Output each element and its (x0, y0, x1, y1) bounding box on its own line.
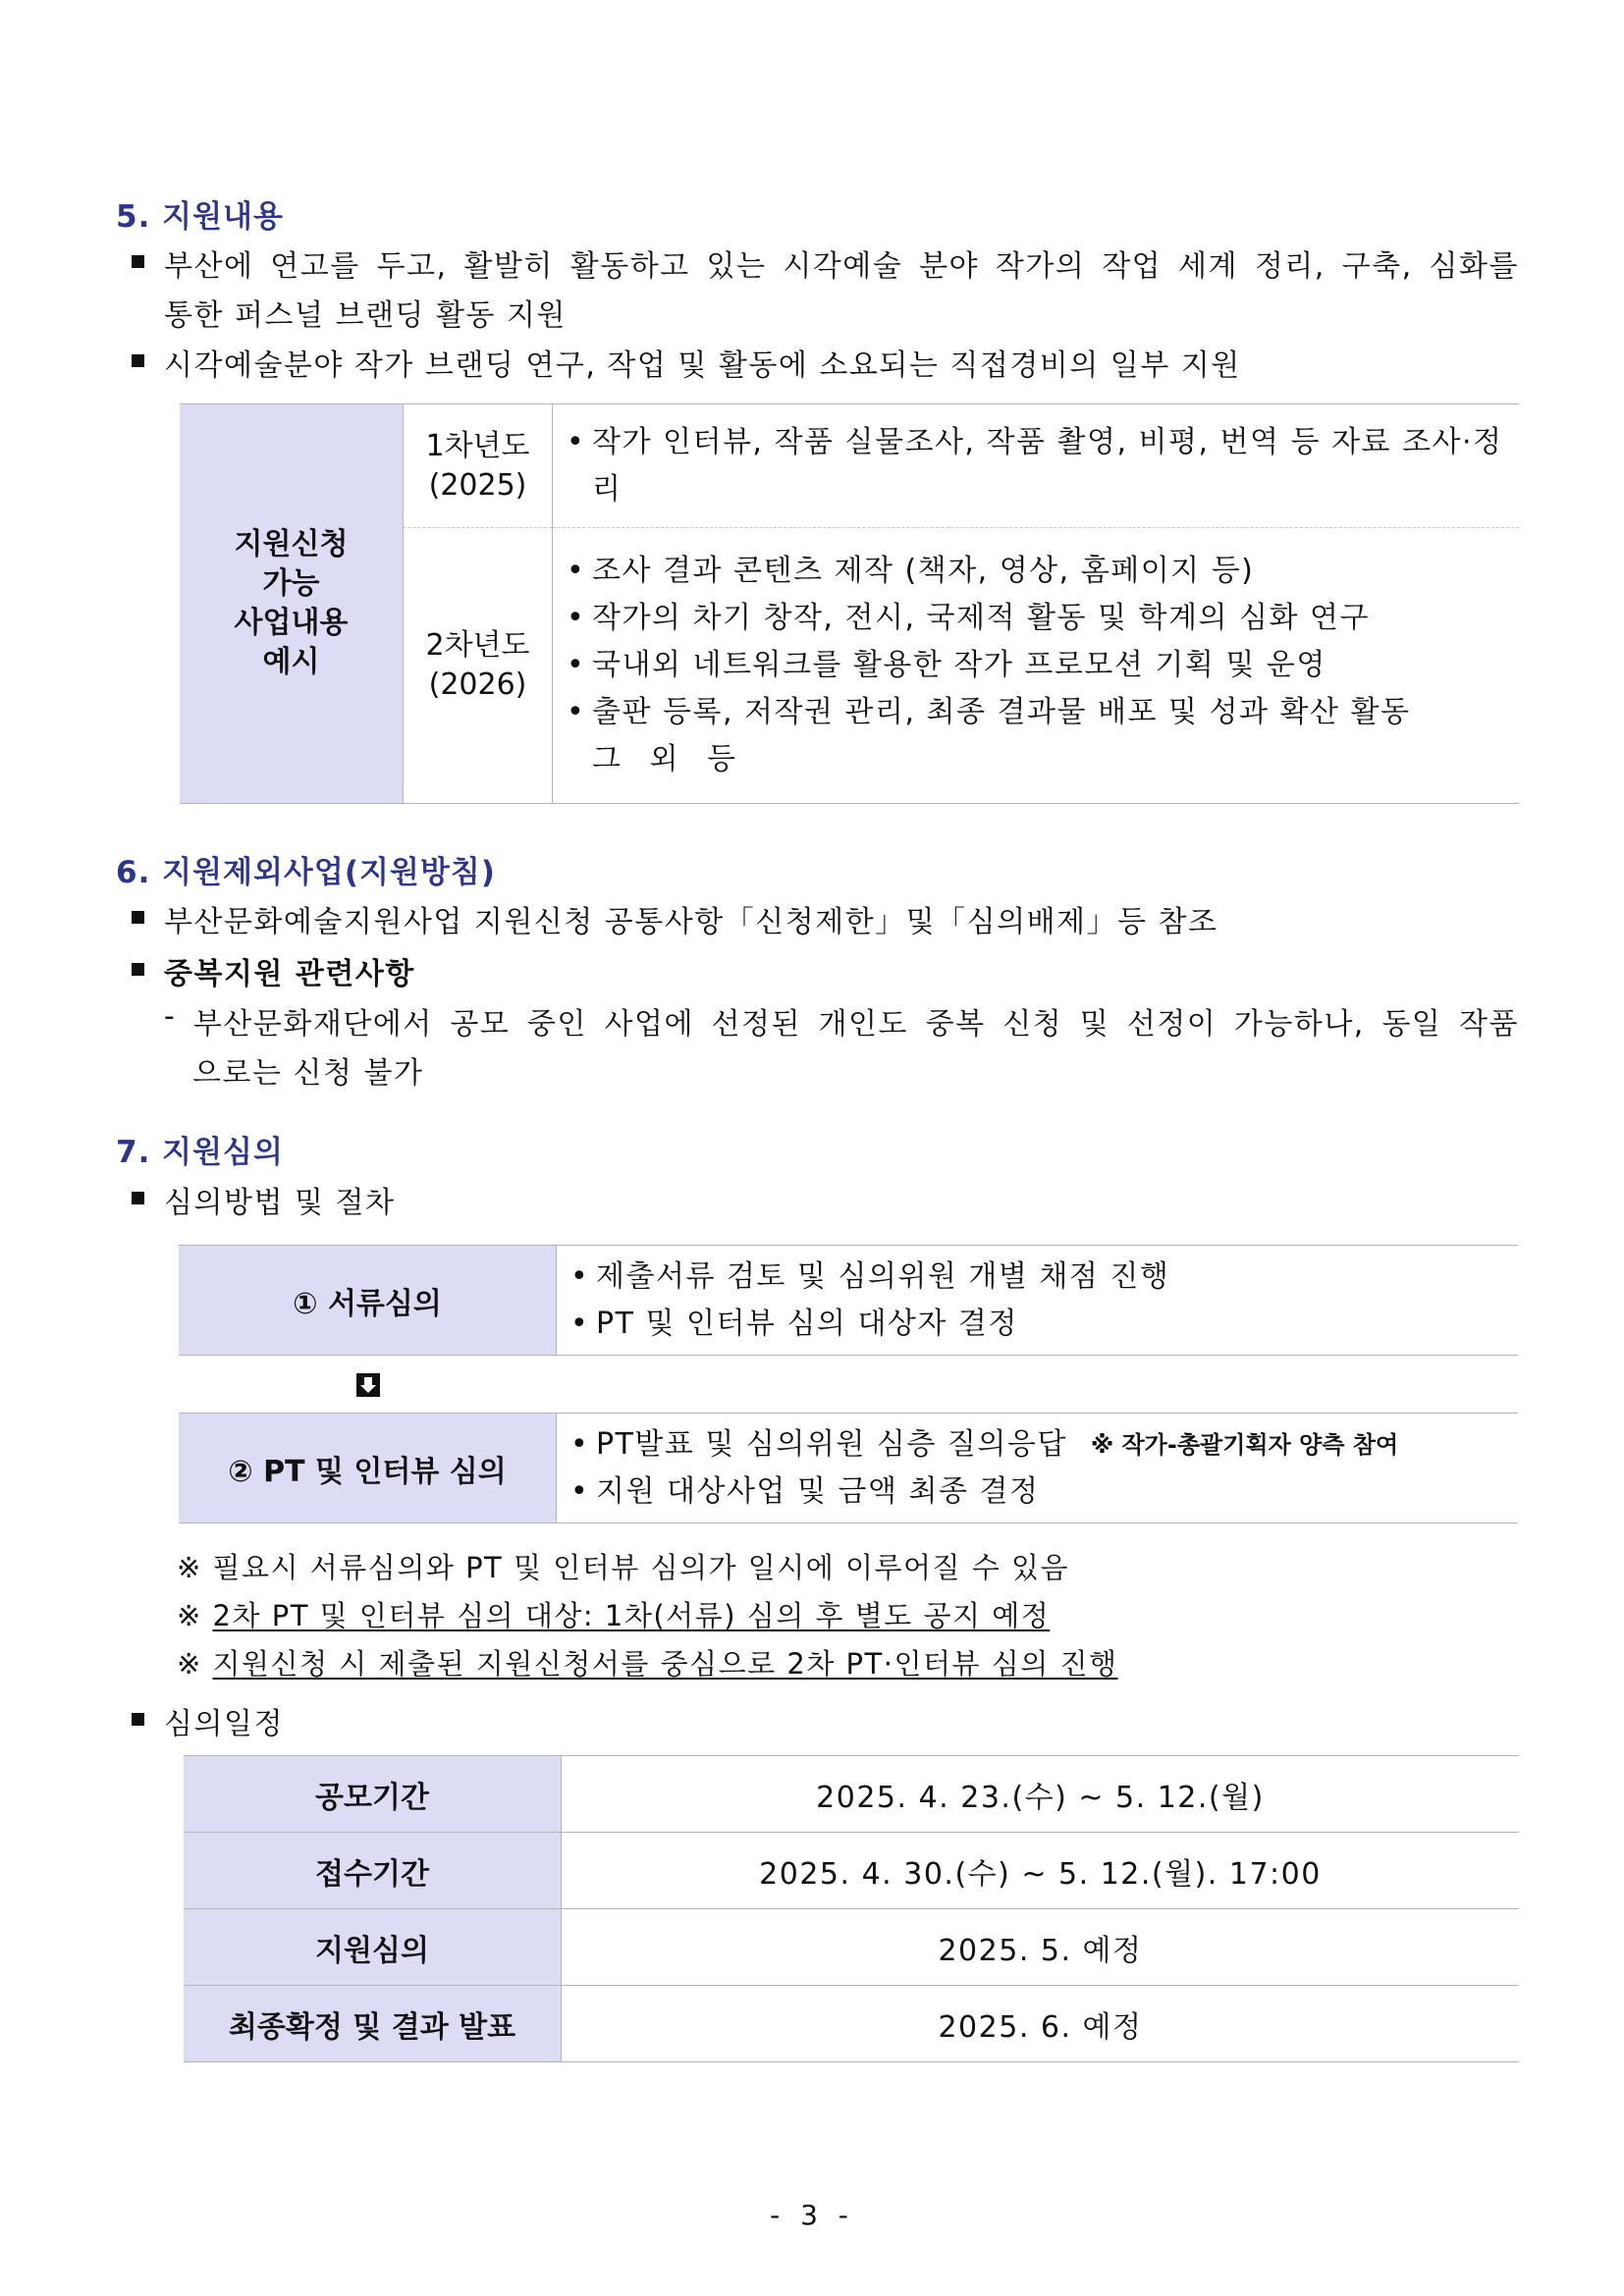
s7-note-3 (177, 1642, 1118, 1682)
label-line: 지원신청 (234, 527, 349, 561)
square-bullet-icon (132, 963, 144, 976)
s7-note-2 (177, 1594, 1050, 1634)
support-content-table (180, 403, 1519, 804)
schedule-value: 2025. 6. 예정 (562, 1986, 1520, 2062)
year-2-cell (404, 528, 553, 804)
note-text: 2차 PT 및 인터뷰 심의 대상: 1차(서류) 심의 후 별도 공지 예정 (212, 1599, 1051, 1632)
bullet-dot: • (570, 1258, 590, 1294)
step-1-item: PT 및 인터뷰 심의 대상자 결정 (596, 1306, 1018, 1341)
page-number: - 3 - (770, 2199, 854, 2231)
note-mark: ※ (177, 1647, 202, 1681)
step-2-item: PT발표 및 심의위원 심층 질의응답 (596, 1426, 1067, 1462)
step-2-items (557, 1414, 1519, 1523)
s7-note-1: ※ 필요시 서류심의와 PT 및 인터뷰 심의가 일시에 이루어질 수 있음 (177, 1551, 1070, 1584)
schedule-label: 공모기간 (184, 1756, 562, 1833)
year-1-label: 1차년도 (425, 428, 530, 463)
step-2-note: ※ 작가-총괄기획자 양측 참여 (1090, 1430, 1399, 1459)
word: 동일 (1381, 1007, 1442, 1041)
step-1-label: ① 서류심의 (179, 1246, 557, 1356)
schedule-label: 최종확정 및 결과 발표 (184, 1986, 562, 2062)
year-2-items (553, 528, 1520, 804)
year-2-item: 국내외 네트워크를 활용한 작가 프로모션 기획 및 운영 (592, 648, 1326, 682)
s7-bullet-2: 심의일정 (164, 1707, 284, 1741)
square-bullet-icon (132, 255, 144, 268)
label-line: 예시 (262, 645, 320, 679)
label-line: 사업내용 (234, 606, 349, 640)
square-bullet-icon (132, 911, 144, 924)
s5-bullet-1-line-2: 통한 퍼스널 브랜딩 활동 지원 (164, 298, 567, 333)
year-1-cell (404, 404, 553, 528)
word: 중복 (925, 1007, 986, 1041)
word: 중인 (526, 1007, 587, 1041)
s5-bullet-1-line-1 (164, 241, 1519, 285)
step-1-item: 제출서류 검토 및 심의위원 개별 채점 진행 (596, 1258, 1170, 1294)
schedule-value: 2025. 5. 예정 (562, 1909, 1520, 1986)
label-line: 가능 (262, 566, 320, 601)
square-bullet-icon (132, 1713, 144, 1726)
schedule-value: 2025. 4. 30.(수) ~ 5. 12.(월). 17:00 (562, 1833, 1520, 1909)
year-2-item-continued: 그 외 등 (592, 742, 746, 776)
review-step-2-table (179, 1413, 1518, 1523)
bullet-dot: • (567, 554, 586, 588)
note-text: 지원신청 시 제출된 지원신청서를 중심으로 2차 PT·인터뷰 심의 진행 (212, 1647, 1118, 1681)
bullet-dot: • (570, 1426, 590, 1462)
arrow-down-icon (355, 1372, 381, 1398)
word: 선정이 (1126, 1007, 1218, 1041)
year-2-label: 2차년도 (425, 628, 530, 663)
year-2-year: (2026) (428, 667, 527, 702)
word: 활동하고 (569, 249, 690, 284)
word: 신청 (1002, 1007, 1063, 1041)
square-bullet-icon (132, 1192, 144, 1204)
schedule-label: 접수기간 (184, 1833, 562, 1909)
step-2-item: 지원 대상사업 및 금액 최종 결정 (596, 1473, 1040, 1509)
table-label-cell (180, 404, 404, 804)
word: 연고를 (270, 249, 360, 284)
word: 선정된 (711, 1007, 801, 1041)
square-bullet-icon (132, 354, 144, 367)
word: - (164, 999, 177, 1034)
year-1-items (553, 404, 1520, 528)
word: 있는 (706, 249, 767, 284)
s6-dash-1-line-2: 으로는 신청 불가 (192, 1056, 424, 1091)
year-1-year: (2025) (428, 467, 527, 503)
word: 작품 (1459, 1007, 1519, 1041)
bullet-dot: • (570, 1473, 590, 1509)
s6-dash-1-line-1 (164, 999, 1519, 1042)
s5-bullet-2: 시각예술분야 작가 브랜딩 연구, 작업 및 활동에 소요되는 직접경비의 일부 지원 (164, 348, 1241, 383)
word: 구축, (1341, 249, 1413, 284)
bullet-dot: • (567, 424, 586, 459)
word: 및 (1079, 1007, 1110, 1041)
year-2-item: 출판 등록, 저작권 관리, 최종 결과물 배포 및 성과 확산 활동 (592, 695, 1411, 729)
bullet-dot: • (567, 695, 586, 729)
year-2-item: 조사 결과 콘텐츠 제작 (책자, 영상, 홈페이지 등) (592, 554, 1255, 588)
schedule-label: 지원심의 (184, 1909, 562, 1986)
review-step-1-table (179, 1245, 1518, 1356)
word: 분야 (919, 249, 980, 284)
word: 공모 (450, 1007, 511, 1041)
section-5-title: 5. 지원내용 (116, 199, 284, 235)
word: 작가의 (995, 249, 1086, 284)
note-mark: ※ (177, 1599, 202, 1632)
bullet-dot: • (567, 601, 586, 635)
word: 가능하나, (1233, 1007, 1365, 1041)
step-1-items (557, 1246, 1519, 1356)
word: 개인도 (818, 1007, 909, 1041)
review-schedule-table (184, 1755, 1519, 2062)
step-2-label: ② PT 및 인터뷰 심의 (179, 1414, 557, 1523)
word: 부산에 (164, 249, 254, 284)
word: 작업 (1102, 249, 1163, 284)
s6-bullet-2: 중복지원 관련사항 (164, 957, 415, 991)
word: 사업에 (604, 1007, 694, 1041)
s7-bullet-1: 심의방법 및 절차 (164, 1186, 396, 1220)
word: 두고, (376, 249, 448, 284)
word: 활발히 (463, 249, 554, 284)
section-6-title: 6. 지원제외사업(지원방침) (116, 855, 496, 890)
word: 세계 (1178, 249, 1238, 284)
word: 시각예술 (783, 249, 903, 284)
word: 부산문화재단에서 (192, 1007, 433, 1041)
schedule-value: 2025. 4. 23.(수) ~ 5. 12.(월) (562, 1756, 1520, 1833)
word: 정리, (1254, 249, 1326, 284)
word: 심화를 (1429, 249, 1519, 284)
bullet-dot: • (570, 1306, 590, 1341)
bullet-dot: • (567, 648, 586, 682)
section-7-title: 7. 지원심의 (116, 1135, 284, 1170)
s6-bullet-1: 부산문화예술지원사업 지원신청 공통사항「신청제한」및「심의배제」등 참조 (164, 905, 1218, 939)
year-1-item: 작가 인터뷰, 작품 실물조사, 작품 촬영, 비평, 번역 등 자료 조사·정리 (592, 424, 1503, 507)
year-2-item: 작가의 차기 창작, 전시, 국제적 활동 및 학계의 심화 연구 (592, 601, 1370, 635)
